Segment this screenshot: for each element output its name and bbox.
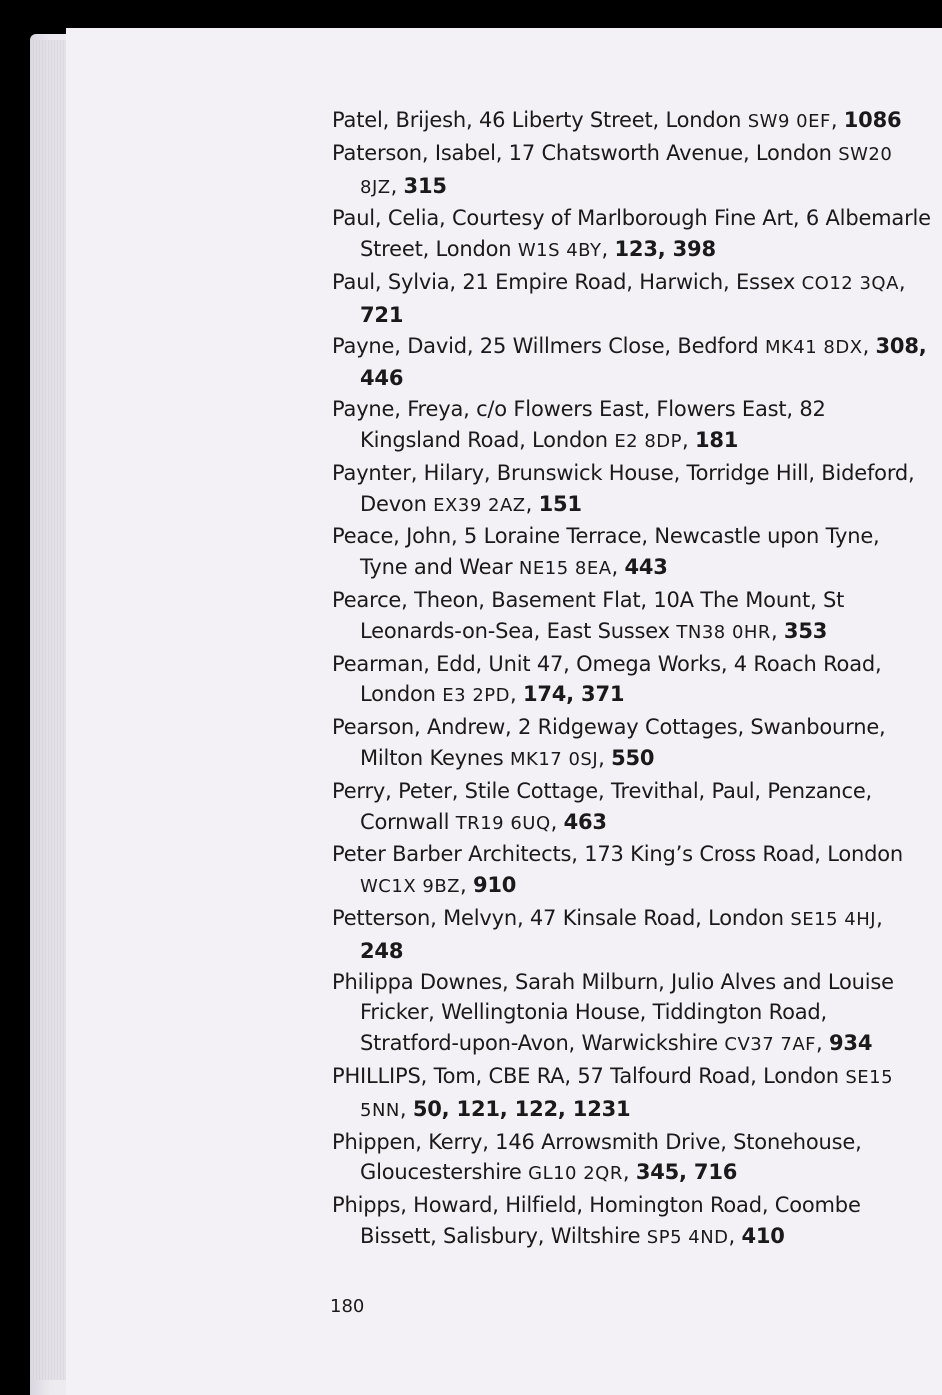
index-entry: Payne, David, 25 Willmers Close, Bedford MK41 8DX, 308, 446 xyxy=(332,333,927,391)
entry-name: Phippen, Kerry, 146 Arrowsmith Drive, Stonehouse, Gloucestershire xyxy=(332,1129,862,1185)
entry-pages: 353 xyxy=(783,618,828,643)
entry-name: Payne, David, 25 Willmers Close, Bedford xyxy=(332,333,759,358)
entry-pages: 910 xyxy=(472,873,517,898)
index-entry: Payne, Freya, c/o Flowers East, Flowers East, 82 Kingsland Road, London E2 8DP, 181 xyxy=(332,397,826,452)
entry-postcode: CV37 7AF xyxy=(724,1034,817,1056)
index-entry: Paterson, Isabel, 17 Chatsworth Avenue, London SW20 8JZ, 315 xyxy=(332,140,893,198)
entry-name: Paul, Sylvia, 21 Empire Road, Harwich, Essex xyxy=(332,269,796,294)
entry-name: Paterson, Isabel, 17 Chatsworth Avenue, London xyxy=(332,140,832,165)
entry-pages: 123, 398 xyxy=(614,237,716,262)
index-entry: Philippa Downes, Sarah Milburn, Julio Alves and Louise Fricker, Wellingtonia House, Tiddington Road, Stratford-upon-Avon, Warwickshire CV37 7AF, 934 xyxy=(332,969,894,1056)
entry-postcode: GL10 2QR xyxy=(528,1163,623,1185)
entry-postcode: TN38 0HR xyxy=(676,621,771,643)
entry-postcode: SW9 0EF xyxy=(747,111,831,132)
entry-postcode: SE15 4HJ xyxy=(790,908,877,930)
entry-pages: 248 xyxy=(360,938,404,963)
index-entry: Pearce, Theon, Basement Flat, 10A The Mount, St Leonards-on-Sea, East Sussex TN38 0HR, 353 xyxy=(332,587,845,643)
entry-pages: 315 xyxy=(403,173,447,198)
index-entry: Patel, Brijesh, 46 Liberty Street, London SW9 0EF, 1086 xyxy=(332,108,902,132)
index-entry: PHILLIPS, Tom, CBE RA, 57 Talfourd Road, London SE15 5NN, 50, 121, 122, 1231 xyxy=(332,1063,894,1121)
index-entry: Pearson, Andrew, 2 Ridgeway Cottages, Swanbourne, Milton Keynes MK17 0SJ, 550 xyxy=(332,715,886,770)
entry-name: Pearson, Andrew, 2 Ridgeway Cottages, Swanbourne, Milton Keynes xyxy=(332,715,886,770)
page-number: 180 xyxy=(330,1296,365,1317)
entry-pages: 151 xyxy=(538,491,582,516)
entry-name: Pearce, Theon, Basement Flat, 10A The Mount, St Leonards-on-Sea, East Sussex xyxy=(332,587,845,643)
index-entry: Petterson, Melvyn, 47 Kinsale Road, London SE15 4HJ, 248 xyxy=(332,905,883,963)
page-stack-edge xyxy=(30,40,70,1380)
entry-pages: 174, 371 xyxy=(522,682,625,707)
entry-name: Paynter, Hilary, Brunswick House, Torridge Hill, Bideford, Devon xyxy=(332,460,915,516)
entry-pages: 550 xyxy=(611,745,655,770)
index-entry: Pearman, Edd, Unit 47, Omega Works, 4 Roach Road, London E3 2PD, 174, 371 xyxy=(332,651,882,707)
entry-name: Petterson, Melvyn, 47 Kinsale Road, London xyxy=(332,905,784,930)
entry-name: Perry, Peter, Stile Cottage, Trevithal, Paul, Penzance, Cornwall xyxy=(332,778,873,834)
entry-name: Patel, Brijesh, 46 Liberty Street, London xyxy=(332,108,742,132)
entry-postcode: E3 2PD xyxy=(442,685,510,707)
entry-postcode: SW20 8JZ xyxy=(360,143,893,198)
entry-pages: 1086 xyxy=(843,108,902,132)
entry-name: PHILLIPS, Tom, CBE RA, 57 Talfourd Road, London xyxy=(332,1063,839,1088)
entry-name: Phipps, Howard, Hilfield, Homington Road, Coombe Bissett, Salisbury, Wiltshire xyxy=(332,1193,861,1248)
entry-pages: 934 xyxy=(829,1031,873,1056)
entry-postcode: W1S 4BY xyxy=(517,240,602,262)
index-entry: Paul, Sylvia, 21 Empire Road, Harwich, Essex CO12 3QA, 721 xyxy=(332,269,906,327)
index-entry: Paul, Celia, Courtesy of Marlborough Fine Art, 6 Albemarle Street, London W1S 4BY, 123, 398 xyxy=(332,206,931,262)
entry-name: Pearman, Edd, Unit 47, Omega Works, 4 Roach Road, London xyxy=(332,651,882,707)
entry-name: Payne, Freya, c/o Flowers East, Flowers East, 82 Kingsland Road, London xyxy=(332,397,826,452)
entry-pages: 443 xyxy=(624,555,668,580)
entry-postcode: MK41 8DX xyxy=(764,336,863,358)
entry-name: Peace, John, 5 Loraine Terrace, Newcastle upon Tyne, Tyne and Wear xyxy=(332,524,880,580)
index-entry: Peter Barber Architects, 173 King’s Cross Road, London WC1X 9BZ, 910 xyxy=(332,842,903,898)
index-entry: Paynter, Hilary, Brunswick House, Torridge Hill, Bideford, Devon EX39 2AZ, 151 xyxy=(332,460,915,516)
entry-pages: 308, 446 xyxy=(360,333,927,391)
index-entry: Perry, Peter, Stile Cottage, Trevithal, Paul, Penzance, Cornwall TR19 6UQ, 463 xyxy=(332,778,873,834)
entry-pages: 345, 716 xyxy=(635,1160,738,1185)
entry-postcode: EX39 2AZ xyxy=(433,494,526,516)
entry-pages: 50, 121, 122, 1231 xyxy=(412,1096,631,1121)
entry-postcode: MK17 0SJ xyxy=(509,748,599,770)
entry-postcode: SP5 4ND xyxy=(646,1226,729,1248)
index-entry: Peace, John, 5 Loraine Terrace, Newcastle upon Tyne, Tyne and Wear NE15 8EA, 443 xyxy=(332,524,880,580)
entry-postcode: WC1X 9BZ xyxy=(360,876,461,898)
entry-postcode: NE15 8EA xyxy=(518,558,612,580)
index-list xyxy=(332,105,932,1254)
entry-pages: 181 xyxy=(694,427,739,452)
entry-pages: 721 xyxy=(360,302,404,327)
entry-name: Peter Barber Architects, 173 King’s Cross Road, London xyxy=(332,842,903,867)
entry-pages: 463 xyxy=(563,809,607,834)
entry-postcode: TR19 6UQ xyxy=(455,812,551,834)
index-entry: Phippen, Kerry, 146 Arrowsmith Drive, Stonehouse, Gloucestershire GL10 2QR, 345, 716 xyxy=(332,1129,862,1185)
entry-postcode: SE15 5NN xyxy=(360,1066,894,1121)
entry-postcode: E2 8DP xyxy=(614,430,683,452)
entry-pages: 410 xyxy=(741,1223,785,1248)
entry-name: Philippa Downes, Sarah Milburn, Julio Alves and Louise Fricker, Wellingtonia House, Tiddington Road, Stratford-upon-Avon, Warwickshire xyxy=(332,969,894,1056)
entry-postcode: CO12 3QA xyxy=(801,272,899,294)
index-entry: Phipps, Howard, Hilfield, Homington Road, Coombe Bissett, Salisbury, Wiltshire SP5 4ND, 410 xyxy=(332,1193,861,1248)
entry-name: Paul, Celia, Courtesy of Marlborough Fine Art, 6 Albemarle Street, London xyxy=(332,206,931,262)
